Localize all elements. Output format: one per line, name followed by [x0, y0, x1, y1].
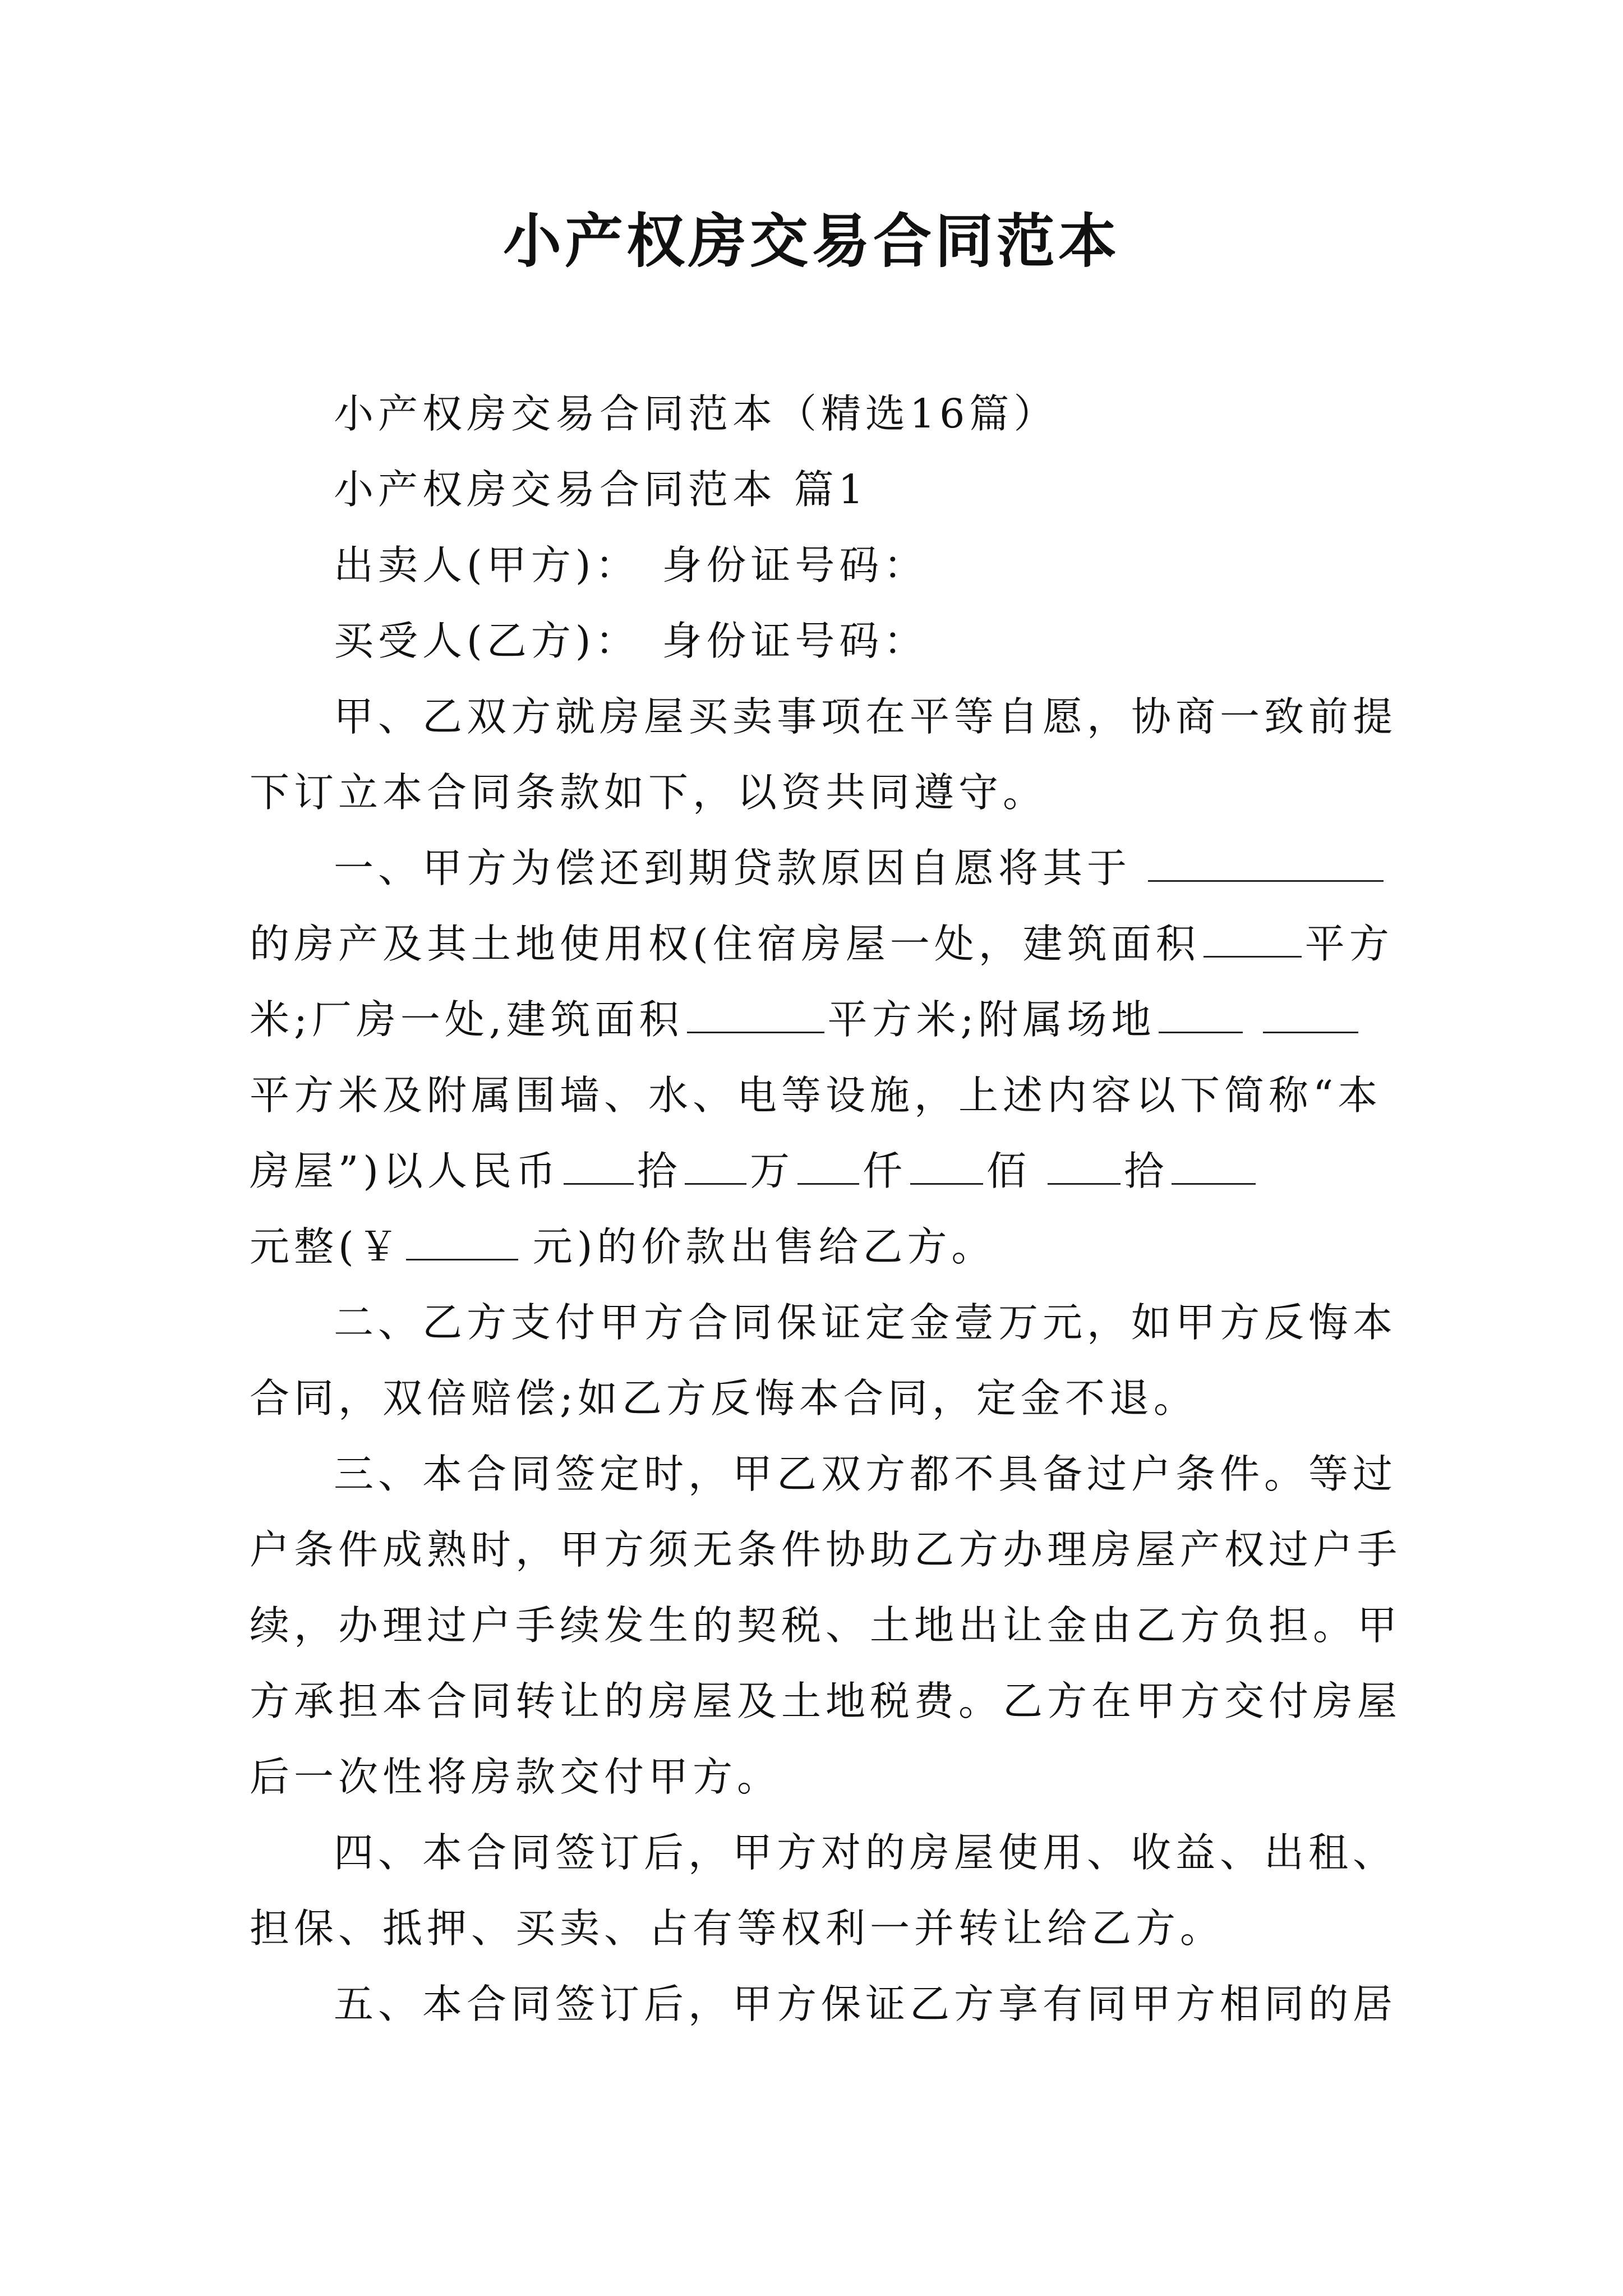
blank-amount-numeric: [406, 1225, 518, 1260]
seller-id-label: 身份证号码：: [662, 542, 928, 588]
clause-2-line-1: 二、乙方支付甲方合同保证定金壹万元，如甲方反悔本: [334, 1299, 1398, 1346]
blank-amount: [797, 1149, 859, 1185]
clause-5-line-1: 五、本合同签订后，甲方保证乙方享有同甲方相同的居: [334, 1981, 1398, 2027]
clause-1-text: 房屋”)以人民币: [250, 1148, 560, 1194]
unit-shi-wan: 拾: [637, 1148, 682, 1194]
clause-3-line-3: 续，办理过户手续发生的契税、土地出让金由乙方负担。甲: [250, 1602, 1402, 1649]
clause-1-text: 平方: [1304, 921, 1394, 967]
clause-1-text: 的房产及其土地使用权(住宿房屋一处，建筑面积: [250, 921, 1200, 967]
unit-qian: 仟: [863, 1148, 907, 1194]
clause-1-line-3: [250, 989, 1362, 1051]
clause-1-line-1: [334, 838, 1387, 899]
seller-label: 出卖人(甲方)：: [334, 542, 640, 588]
clause-1-text: 元)的价款出售给乙方。: [532, 1223, 996, 1270]
buyer-id-label: 身份证号码：: [662, 618, 928, 664]
blank-amount: [1172, 1149, 1256, 1185]
blank-area-residence: [1204, 922, 1302, 958]
blank-amount: [685, 1149, 746, 1185]
unit-bai: 佰: [986, 1148, 1031, 1194]
clause-1-line-5: [250, 1140, 1259, 1202]
clause-3-line-5: 后一次性将房款交付甲方。: [250, 1754, 782, 1800]
clause-3-line-4: 方承担本合同转让的房屋及土地税费。乙方在甲方交付房屋: [250, 1678, 1402, 1724]
seller-line: [334, 535, 928, 596]
intro-line-1: 甲、乙双方就房屋买卖事项在平等自愿，协商一致前提: [334, 693, 1398, 740]
clause-2-line-2: 合同，双倍赔偿;如乙方反悔本合同，定金不退。: [250, 1375, 1198, 1421]
clause-1-text: 一、甲方为偿还到期贷款原因自愿将其于: [334, 845, 1132, 891]
clause-1-text: 米;厂房一处,建筑面积: [250, 996, 684, 1043]
clause-4-line-2: 担保、抵押、买卖、占有等权利一并转让给乙方。: [250, 1905, 1225, 1952]
clause-1-line-2: [250, 913, 1394, 975]
document-title: 小产权房交易合同范本: [502, 206, 1120, 275]
clause-1-line-6: [250, 1216, 995, 1278]
blank-amount: [1048, 1149, 1121, 1185]
blank-area-yard: [1159, 998, 1243, 1033]
unit-shi: 拾: [1124, 1148, 1169, 1194]
clause-3-line-1: 三、本合同签定时，甲乙双方都不具备过户条件。等过: [334, 1451, 1398, 1497]
blank-amount: [910, 1149, 983, 1185]
clause-1-text: 平方米;附属场地: [827, 996, 1156, 1043]
buyer-line: [334, 610, 928, 672]
blank-area-yard-2: [1263, 998, 1358, 1033]
clause-1-line-4: 平方米及附属围墙、水、电等设施，上述内容以下简称“本: [250, 1072, 1382, 1119]
section-heading: 小产权房交易合同范本 篇1: [334, 466, 868, 513]
blank-area-factory: [687, 998, 824, 1033]
intro-line-2: 下订立本合同条款如下，以资共同遵守。: [250, 769, 1048, 816]
unit-wan: 万: [750, 1148, 795, 1194]
clause-3-line-2: 户条件成熟时，甲方须无条件协助乙方办理房屋产权过户手: [250, 1526, 1402, 1573]
blank-location: [1148, 846, 1384, 882]
blank-amount: [564, 1149, 634, 1185]
clause-1-text: 元整(￥: [250, 1223, 403, 1270]
clause-4-line-1: 四、本合同签订后，甲方对的房屋使用、收益、出租、: [334, 1829, 1398, 1876]
buyer-label: 买受人(乙方)：: [334, 618, 640, 664]
subtitle: 小产权房交易合同范本（精选16篇）: [334, 390, 1058, 437]
